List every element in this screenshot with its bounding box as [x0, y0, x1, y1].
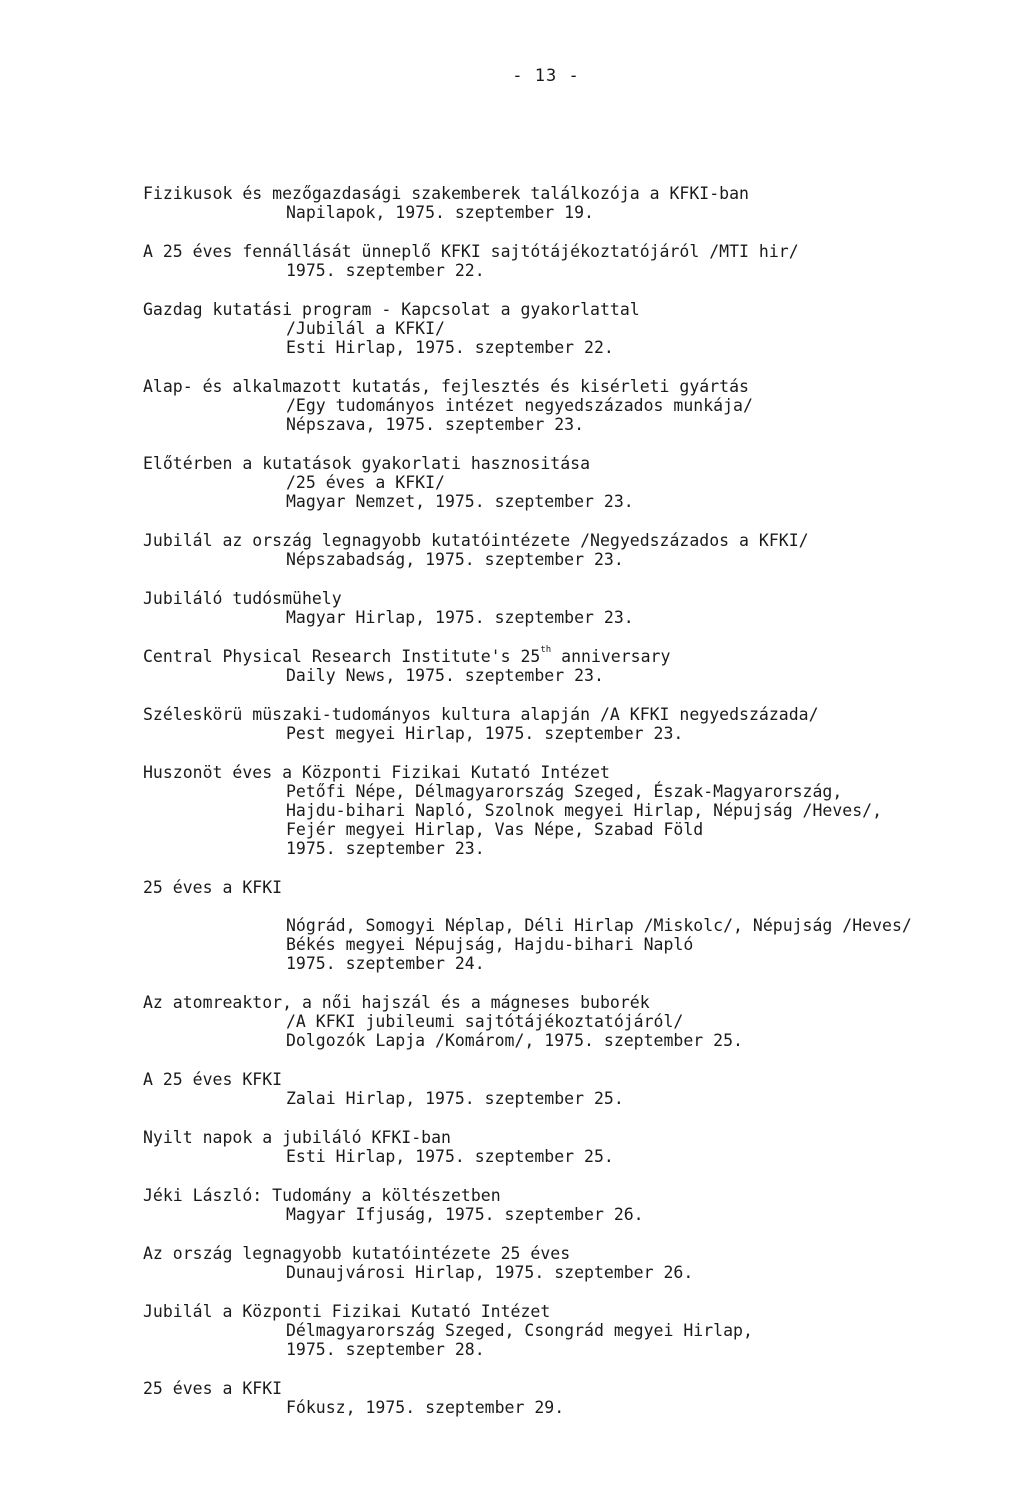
entry-title: Gazdag kutatási program - Kapcsolat a gyakorlattal	[143, 300, 640, 319]
list-item	[143, 454, 1003, 511]
list-item	[143, 993, 1003, 1050]
entry-source: 1975. szeptember 22.	[286, 261, 485, 280]
entry-source: Népszava, 1975. szeptember 23.	[286, 415, 585, 434]
list-item	[143, 300, 1003, 357]
entry-title-text: Tudomány a költészetben	[272, 1186, 501, 1205]
entry-source: Esti Hirlap, 1975. szeptember 22.	[286, 338, 614, 357]
press-list	[143, 184, 1003, 1437]
entry-title: Jubilál az ország legnagyobb kutatóintézete /Negyedszázados a KFKI/	[143, 531, 809, 550]
entry-source: Zalai Hirlap, 1975. szeptember 25.	[286, 1089, 624, 1108]
entry-title: Fizikusok és mezőgazdasági szakemberek találkozója a KFKI-ban	[143, 184, 749, 203]
list-item	[143, 184, 1003, 222]
entry-date: 1975. szeptember 28.	[286, 1340, 485, 1359]
list-item	[143, 1302, 1003, 1359]
entry-source: Nógrád, Somogyi Néplap, Déli Hirlap /Miskolc/, Népujság /Heves/	[286, 916, 912, 935]
entry-title-text: Central Physical Research Institute's 25	[143, 647, 541, 666]
entry-source: Hajdu-bihari Napló, Szolnok megyei Hirlap, Népujság /Heves/,	[286, 801, 883, 820]
entry-title: Az atomreaktor, a női hajszál és a mágneses buborék	[143, 993, 650, 1012]
entry-title: A 25 éves KFKI	[143, 1070, 283, 1089]
entry-source: Fejér megyei Hirlap, Vas Népe, Szabad Föld	[286, 820, 704, 839]
list-item	[143, 878, 1003, 973]
entry-subtitle: /25 éves a KFKI/	[286, 473, 445, 492]
entry-title	[143, 1186, 1003, 1205]
entry-source: Magyar Hirlap, 1975. szeptember 23.	[286, 608, 634, 627]
entry-source: Magyar Ifjuság, 1975. szeptember 26.	[286, 1205, 644, 1224]
list-item	[143, 242, 1003, 280]
entry-title: A 25 éves fennállását ünneplő KFKI sajtótájékoztatójáról /MTI hir/	[143, 242, 799, 261]
entry-subtitle: /Jubilál a KFKI/	[286, 319, 445, 338]
entry-source: Pest megyei Hirlap, 1975. szeptember 23.	[286, 724, 684, 743]
entry-title-text-end: anniversary	[551, 647, 671, 666]
entry-source: Békés megyei Népujság, Hajdu-bihari Napló	[286, 935, 694, 954]
list-item	[143, 589, 1003, 627]
list-item	[143, 1379, 1003, 1417]
spacer	[143, 897, 1003, 916]
entry-source: Daily News, 1975. szeptember 23.	[286, 666, 604, 685]
entry-title: Huszonöt éves a Központi Fizikai Kutató Intézet	[143, 763, 610, 782]
entry-source: Fókusz, 1975. szeptember 29.	[286, 1398, 565, 1417]
entry-source: Délmagyarország Szeged, Csongrád megyei Hirlap,	[286, 1321, 753, 1340]
page-number: - 13 -	[512, 66, 580, 86]
entry-title: Előtérben a kutatások gyakorlati hasznositása	[143, 454, 591, 473]
list-item	[143, 1244, 1003, 1282]
list-item	[143, 1186, 1003, 1224]
list-item	[143, 763, 1003, 858]
list-item	[143, 705, 1003, 743]
entry-source: Magyar Nemzet, 1975. szeptember 23.	[286, 492, 634, 511]
list-item	[143, 1128, 1003, 1166]
entry-title: Alap- és alkalmazott kutatás, fejlesztés és kisérleti gyártás	[143, 377, 749, 396]
entry-title: Széleskörü müszaki-tudományos kultura alapján /A KFKI negyedszázada/	[143, 705, 819, 724]
list-item	[143, 647, 1003, 685]
entry-title: Jubiláló tudósmühely	[143, 589, 342, 608]
entry-source: Napilapok, 1975. szeptember 19.	[286, 203, 594, 222]
ordinal-suffix: th	[540, 645, 552, 655]
entry-source: Dunaujvárosi Hirlap, 1975. szeptember 26.	[286, 1263, 694, 1282]
entry-source: Esti Hirlap, 1975. szeptember 25.	[286, 1147, 614, 1166]
entry-title: Az ország legnagyobb kutatóintézete 25 éves	[143, 1244, 571, 1263]
entry-subtitle: /A KFKI jubileumi sajtótájékoztatójáról/	[286, 1012, 684, 1031]
entry-author: Jéki László:	[143, 1186, 263, 1205]
entry-title: Nyilt napok a jubiláló KFKI-ban	[143, 1128, 451, 1147]
list-item	[143, 377, 1003, 434]
entry-date: 1975. szeptember 23.	[286, 839, 485, 858]
entry-title: 25 éves a KFKI	[143, 1379, 283, 1398]
list-item	[143, 1070, 1003, 1108]
list-item	[143, 531, 1003, 569]
entry-source: Népszabadság, 1975. szeptember 23.	[286, 550, 624, 569]
entry-title	[143, 647, 1003, 666]
entry-source: Dolgozók Lapja /Komárom/, 1975. szeptember 25.	[286, 1031, 743, 1050]
entry-date: 1975. szeptember 24.	[286, 954, 485, 973]
entry-source: Petőfi Népe, Délmagyarország Szeged, Észak-Magyarország,	[286, 782, 843, 801]
entry-title: 25 éves a KFKI	[143, 878, 283, 897]
entry-subtitle: /Egy tudományos intézet negyedszázados munkája/	[286, 396, 753, 415]
entry-title: Jubilál a Központi Fizikai Kutató Intézet	[143, 1302, 551, 1321]
